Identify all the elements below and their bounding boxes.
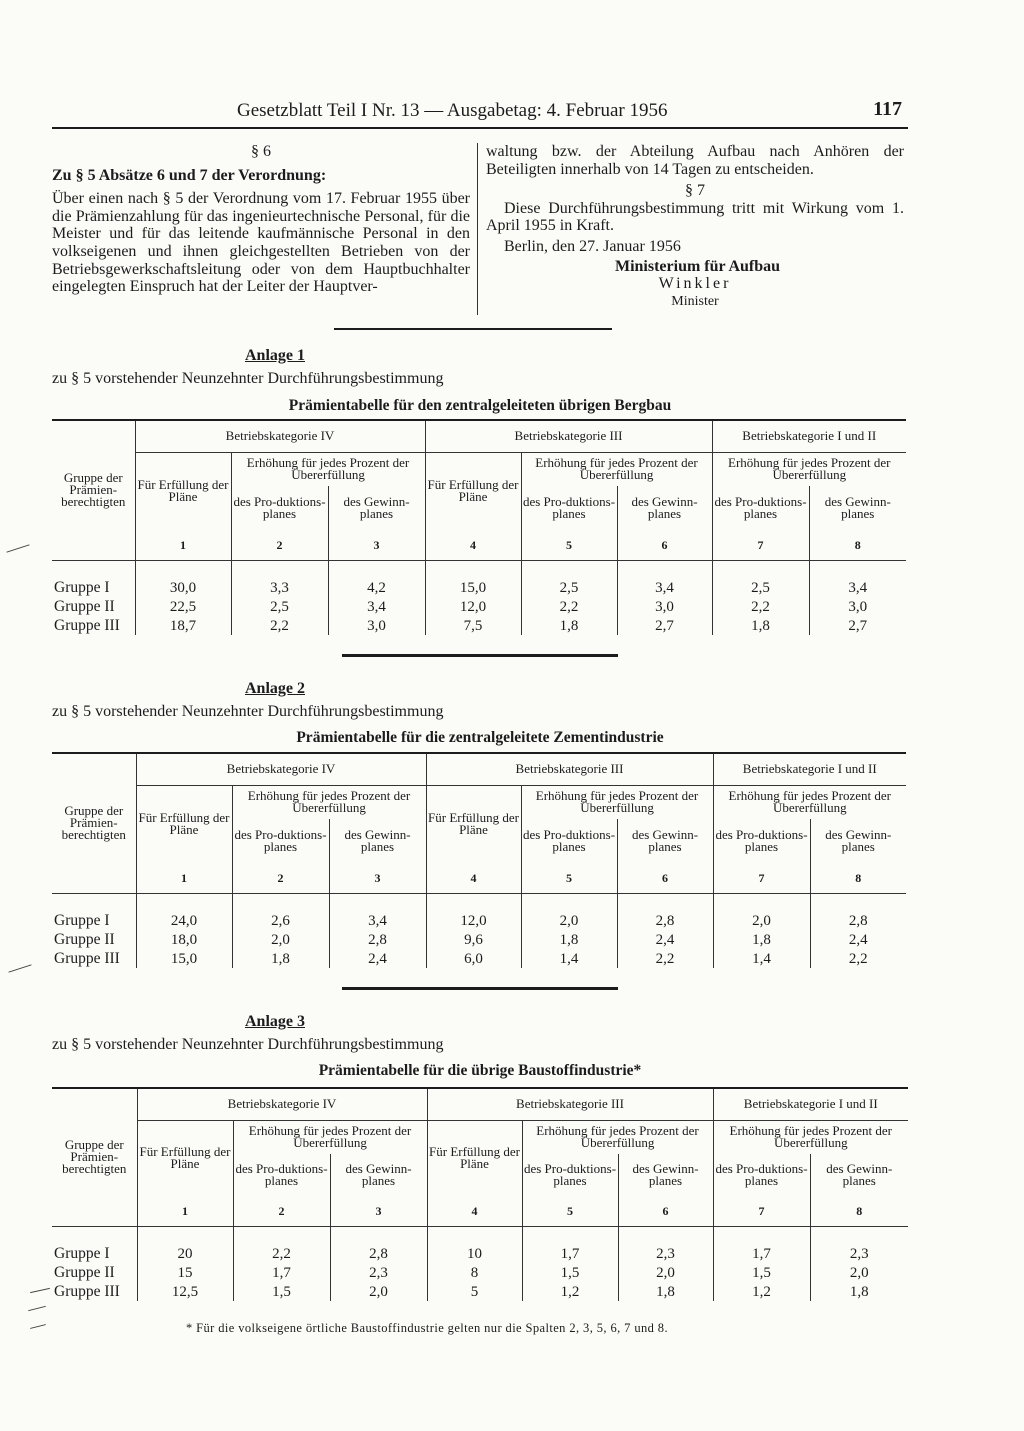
increase-header: Erhöhung für jedes Prozent der Übererfüllung [713, 785, 906, 819]
signatory-name: Winkler [658, 275, 732, 293]
column-number: 4 [426, 863, 521, 893]
category-i-ii-header: Betriebskategorie I und II [712, 420, 906, 452]
header-rule [52, 127, 908, 129]
column-number: 5 [521, 863, 617, 893]
annex-1-caption: Prämientabelle für den zentralgeleiteten übrigen Bergbau [288, 397, 672, 414]
margin-mark [30, 1324, 46, 1329]
section-6-subheading: Zu § 5 Absätze 6 und 7 der Verordnung: [52, 166, 327, 184]
annex-2-title: Anlage 2 [245, 680, 305, 697]
fulfillment-header: Für Erfüllung der Pläne [427, 1120, 522, 1196]
fulfillment-header: Für Erfüllung der Pläne [426, 785, 521, 863]
production-plan-header: des Pro-duktions-planes [233, 1154, 330, 1196]
column-number: 8 [810, 863, 906, 893]
margin-mark [30, 1288, 50, 1293]
table-row: Gruppe I 30,0 3,3 4,2 15,0 2,5 3,4 2,5 3,4 [52, 578, 906, 597]
section-rule [334, 328, 612, 330]
category-iv-header: Betriebskategorie IV [137, 1088, 427, 1120]
annex-2-table [52, 752, 906, 968]
production-plan-header: des Pro-duktions-planes [712, 486, 809, 530]
profit-plan-header: des Gewinn-planes [617, 486, 712, 530]
column-number: 4 [425, 530, 521, 560]
increase-header: Erhöhung für jedes Prozent der Übererfüllung [712, 452, 906, 486]
production-plan-header: des Pro-duktions-planes [713, 819, 810, 863]
column-number: 3 [328, 530, 425, 560]
column-number: 7 [713, 863, 810, 893]
increase-header: Erhöhung für jedes Prozent der Übererfüllung [232, 785, 426, 819]
table-row: Gruppe II 22,5 2,5 3,4 12,0 2,2 3,0 2,2 3,0 [52, 597, 906, 616]
column-number: 1 [135, 530, 231, 560]
footnote: * Für die volkseigene örtliche Baustoffindustrie gelten nur die Spalten 2, 3, 5, 6, 7 und 8. [186, 1321, 668, 1335]
increase-header: Erhöhung für jedes Prozent der Übererfüllung [233, 1120, 427, 1154]
profit-plan-header: des Gewinn-planes [328, 486, 425, 530]
left-column [52, 143, 470, 296]
section-6-text: Über einen nach § 5 der Verordnung vom 17. Februar 1955 über die Prämienzahlung für das ingenieurtechnische Personal, für die Meister und für das leitende kaufmännische Personal in den volkseigenen und ihnen gleichgestellten Betrieben von der Betriebsgewerkschaftsleitung oder von dem Hauptbuchhalter eingelegten Einspruch hat der Leiter der Hauptver- [52, 190, 470, 296]
fulfillment-header: Für Erfüllung der Pläne [135, 452, 231, 530]
increase-header: Erhöhung für jedes Prozent der Übererfüllung [521, 785, 713, 819]
column-number: 2 [233, 1196, 330, 1226]
group-header: Gruppe der Prämien-berechtigten [52, 1088, 137, 1226]
increase-header: Erhöhung für jedes Prozent der Übererfüllung [522, 1120, 713, 1154]
column-number: 4 [427, 1196, 522, 1226]
column-divider [477, 143, 478, 315]
category-iii-header: Betriebskategorie III [427, 1088, 713, 1120]
annex-1-table [52, 419, 906, 635]
section-6-heading: § 6 [251, 143, 271, 160]
fulfillment-header: Für Erfüllung der Pläne [425, 452, 521, 530]
category-iii-header: Betriebskategorie III [425, 420, 712, 452]
column-number: 3 [330, 1196, 427, 1226]
ministry-name: Ministerium für Aufbau [614, 257, 781, 275]
margin-mark [28, 1306, 46, 1311]
group-header: Gruppe der Prämien-berechtigten [52, 753, 136, 893]
annex-3-table [52, 1087, 908, 1301]
increase-header: Erhöhung für jedes Prozent der Übererfüllung [521, 452, 712, 486]
margin-mark [6, 544, 29, 552]
column-number: 8 [809, 530, 906, 560]
production-plan-header: des Pro-duktions-planes [521, 819, 617, 863]
table-row: Gruppe I 20 2,2 2,8 10 1,7 2,3 1,7 2,3 [52, 1244, 908, 1263]
profit-plan-header: des Gewinn-planes [618, 1154, 713, 1196]
annex-3-caption: Prämientabelle für die übrige Baustoffindustrie* [318, 1062, 642, 1079]
margin-mark [8, 964, 31, 972]
column-number: 6 [617, 863, 713, 893]
column-number: 6 [618, 1196, 713, 1226]
increase-header: Erhöhung für jedes Prozent der Übererfüllung [713, 1120, 908, 1154]
signing-date: Berlin, den 27. Januar 1956 [504, 237, 681, 255]
group-header: Gruppe der Prämien-berechtigten [52, 420, 135, 560]
column-number: 2 [232, 863, 329, 893]
category-iii-header: Betriebskategorie III [426, 753, 713, 785]
signatory-role: Minister [671, 293, 719, 309]
production-plan-header: des Pro-duktions-planes [521, 486, 617, 530]
table-row: Gruppe III 12,5 1,5 2,0 5 1,2 1,8 1,2 1,8 [52, 1282, 908, 1301]
column-number: 5 [521, 530, 617, 560]
annex-rule [342, 654, 618, 657]
right-column [486, 143, 904, 310]
category-i-ii-header: Betriebskategorie I und II [713, 753, 906, 785]
annex-3-title: Anlage 3 [245, 1013, 305, 1030]
profit-plan-header: des Gewinn-planes [810, 1154, 908, 1196]
column-number: 6 [617, 530, 712, 560]
column-number: 7 [713, 1196, 810, 1226]
annex-3-reference: zu § 5 vorstehender Neunzehnter Durchführungsbestimmung [52, 1036, 444, 1053]
table-row: Gruppe I 24,0 2,6 3,4 12,0 2,0 2,8 2,0 2,8 [52, 911, 906, 930]
column-number: 3 [329, 863, 426, 893]
section-7-text: Diese Durchführungsbestimmung tritt mit Wirkung vom 1. April 1955 in Kraft. [486, 199, 904, 235]
table-row: Gruppe III 15,0 1,8 2,4 6,0 1,4 2,2 1,4 2,2 [52, 949, 906, 968]
annex-1-reference: zu § 5 vorstehender Neunzehnter Durchführungsbestimmung [52, 370, 444, 387]
category-iv-header: Betriebskategorie IV [136, 753, 426, 785]
section-7-heading: § 7 [685, 182, 705, 200]
column-number: 1 [136, 863, 232, 893]
profit-plan-header: des Gewinn-planes [810, 819, 906, 863]
category-iv-header: Betriebskategorie IV [135, 420, 425, 452]
table-row: Gruppe II 18,0 2,0 2,8 9,6 1,8 2,4 1,8 2,4 [52, 930, 906, 949]
column-number: 8 [810, 1196, 908, 1226]
annex-2-reference: zu § 5 vorstehender Neunzehnter Durchführungsbestimmung [52, 703, 444, 720]
section-6-text-continued: waltung bzw. der Abteilung Aufbau nach Anhören der Beteiligten innerhalb von 14 Tagen zu entscheiden. [486, 143, 904, 178]
column-number: 7 [712, 530, 809, 560]
column-number: 5 [522, 1196, 618, 1226]
profit-plan-header: des Gewinn-planes [809, 486, 906, 530]
page-number: 117 [873, 98, 902, 120]
increase-header: Erhöhung für jedes Prozent der Übererfüllung [231, 452, 425, 486]
page-header [52, 98, 906, 124]
profit-plan-header: des Gewinn-planes [330, 1154, 427, 1196]
production-plan-header: des Pro-duktions-planes [522, 1154, 618, 1196]
category-i-ii-header: Betriebskategorie I und II [713, 1088, 908, 1120]
annex-2-caption: Prämientabelle für die zentralgeleitete Zementindustrie [296, 729, 664, 746]
table-row: Gruppe III 18,7 2,2 3,0 7,5 1,8 2,7 1,8 2,7 [52, 616, 906, 635]
profit-plan-header: des Gewinn-planes [329, 819, 426, 863]
column-number: 2 [231, 530, 328, 560]
annex-1-title: Anlage 1 [245, 347, 305, 364]
fulfillment-header: Für Erfüllung der Pläne [137, 1120, 233, 1196]
production-plan-header: des Pro-duktions-planes [713, 1154, 810, 1196]
column-number: 1 [137, 1196, 233, 1226]
annex-rule [342, 987, 618, 990]
production-plan-header: des Pro-duktions-planes [232, 819, 329, 863]
production-plan-header: des Pro-duktions-planes [231, 486, 328, 530]
table-row: Gruppe II 15 1,7 2,3 8 1,5 2,0 1,5 2,0 [52, 1263, 908, 1282]
fulfillment-header: Für Erfüllung der Pläne [136, 785, 232, 863]
gazette-title: Gesetzblatt Teil I Nr. 13 — Ausgabetag: 4. Februar 1956 [237, 100, 668, 121]
profit-plan-header: des Gewinn-planes [617, 819, 713, 863]
